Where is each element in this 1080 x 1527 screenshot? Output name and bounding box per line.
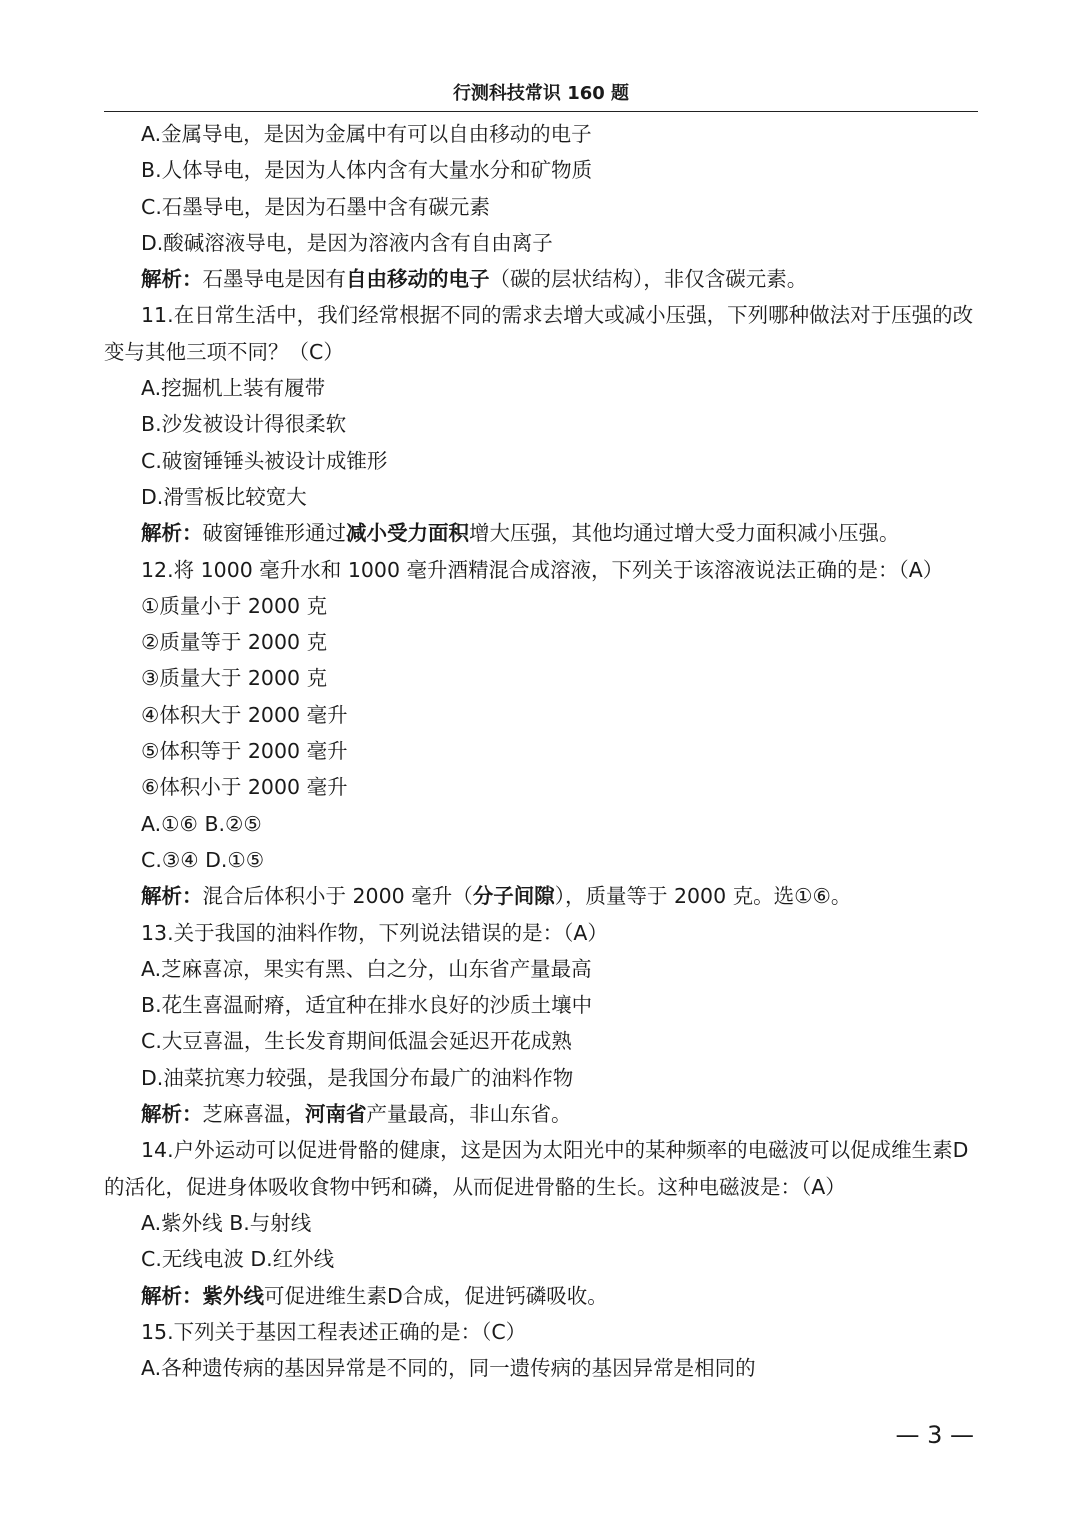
q12-options-cd: C.③④ D.①⑤: [141, 847, 265, 872]
q10-option-a: A.金属导电，是因为金属中有可以自由移动的电子: [141, 122, 592, 146]
analysis-label: 解析：: [141, 884, 203, 909]
analysis-label: 解析：: [141, 1283, 203, 1308]
q13-option-d: D.油菜抗寒力较强，是我国分布最广的油料作物: [141, 1065, 574, 1090]
q15-question: 15.下列关于基因工程表述正确的是：（C）: [141, 1319, 527, 1344]
q12-statement-2: ②质量等于 2000 克: [141, 630, 328, 655]
q12-statement-6: ⑥体积小于 2000 毫升: [141, 775, 348, 800]
q12-statement-4: ④体积大于 2000 毫升: [141, 702, 348, 727]
analysis-text: 可促进维生素D合成，促进钙磷吸收。: [264, 1283, 608, 1308]
analysis-text: 产量最高，非山东省。: [366, 1102, 572, 1127]
q11-option-a: A.挖掘机上装有履带: [141, 376, 326, 401]
analysis-text: （碳的层状结构），非仅含碳元素。: [489, 267, 808, 292]
q13-option-c: C.大豆喜温，生长发育期间低温会延迟开花成熟: [141, 1029, 572, 1054]
q12-statement-3: ③质量大于 2000 克: [141, 666, 328, 691]
analysis-keyword: 紫外线: [202, 1283, 264, 1308]
page-number: — 3 —: [895, 1421, 974, 1449]
q14-options-ab: A.紫外线 B.与射线: [141, 1210, 312, 1235]
analysis-keyword: 减小受力面积: [346, 521, 469, 546]
q10-option-b: B.人体导电，是因为人体内含有大量水分和矿物质: [141, 158, 593, 183]
analysis-text: 混合后体积小于 2000 毫升（: [202, 884, 473, 909]
q11-question-line2: 变与其他三项不同？（C）: [104, 339, 344, 364]
q11-option-b: B.沙发被设计得很柔软: [141, 412, 347, 437]
page-header-title: 行测科技常识 160 题: [452, 83, 630, 104]
q12-question: 12.将 1000 毫升水和 1000 毫升酒精混合成溶液，下列关于该溶液说法正确的是：（A）: [141, 557, 944, 582]
analysis-label: 解析：: [141, 1102, 203, 1127]
q11-analysis: [104, 515, 978, 551]
q11-option-d: D.滑雪板比较宽大: [141, 484, 307, 509]
q10-analysis: [104, 261, 978, 297]
header-divider: [104, 111, 978, 112]
analysis-text: 石墨导电是因有: [202, 267, 346, 292]
q13-analysis: [104, 1096, 978, 1132]
q12-analysis: [104, 878, 978, 914]
q10-option-d: D.酸碱溶液导电，是因为溶液内含有自由离子: [141, 230, 553, 255]
q14-question-line2: 的活化，促进身体吸收食物中钙和磷，从而促进骨骼的生长。这种电磁波是：（A）: [104, 1174, 846, 1199]
q14-question-line1: 14.户外运动可以促进骨骼的健康，这是因为太阳光中的某种频率的电磁波可以促成维生素D: [141, 1138, 969, 1163]
analysis-label: 解析：: [141, 521, 203, 546]
q13-option-a: A.芝麻喜凉，果实有黑、白之分，山东省产量最高: [141, 956, 592, 981]
q13-question: 13.关于我国的油料作物，下列说法错误的是：（A）: [141, 920, 608, 945]
q12-options-ab: A.①⑥ B.②⑤: [141, 811, 262, 836]
q11-option-c: C.破窗锤锤头被设计成锥形: [141, 448, 388, 473]
q13-option-b: B.花生喜温耐瘠，适宜种在排水良好的沙质土壤中: [141, 993, 593, 1018]
q14-options-cd: C.无线电波 D.红外线: [141, 1247, 335, 1272]
analysis-keyword: 河南省: [305, 1102, 367, 1127]
analysis-text: 增大压强，其他均通过增大受力面积减小压强。: [469, 521, 900, 546]
analysis-keyword: 自由移动的电子: [346, 267, 490, 292]
q11-question-line1: 11.在日常生活中，我们经常根据不同的需求去增大或减小压强，下列哪种做法对于压强的改: [141, 303, 974, 328]
analysis-label: 解析：: [141, 267, 203, 292]
q10-option-c: C.石墨导电，是因为石墨中含有碳元素: [141, 194, 490, 219]
document-body: [104, 116, 978, 1386]
analysis-text: ），质量等于 2000 克。选①⑥。: [554, 884, 852, 909]
q12-statement-1: ①质量小于 2000 克: [141, 593, 328, 618]
q14-analysis: [104, 1278, 978, 1314]
analysis-text: 芝麻喜温，: [202, 1102, 305, 1127]
q15-option-a: A.各种遗传病的基因异常是不同的，同一遗传病的基因异常是相同的: [141, 1356, 756, 1381]
q12-statement-5: ⑤体积等于 2000 毫升: [141, 739, 348, 764]
analysis-keyword: 分子间隙: [472, 884, 555, 909]
analysis-text: 破窗锤锥形通过: [202, 521, 346, 546]
